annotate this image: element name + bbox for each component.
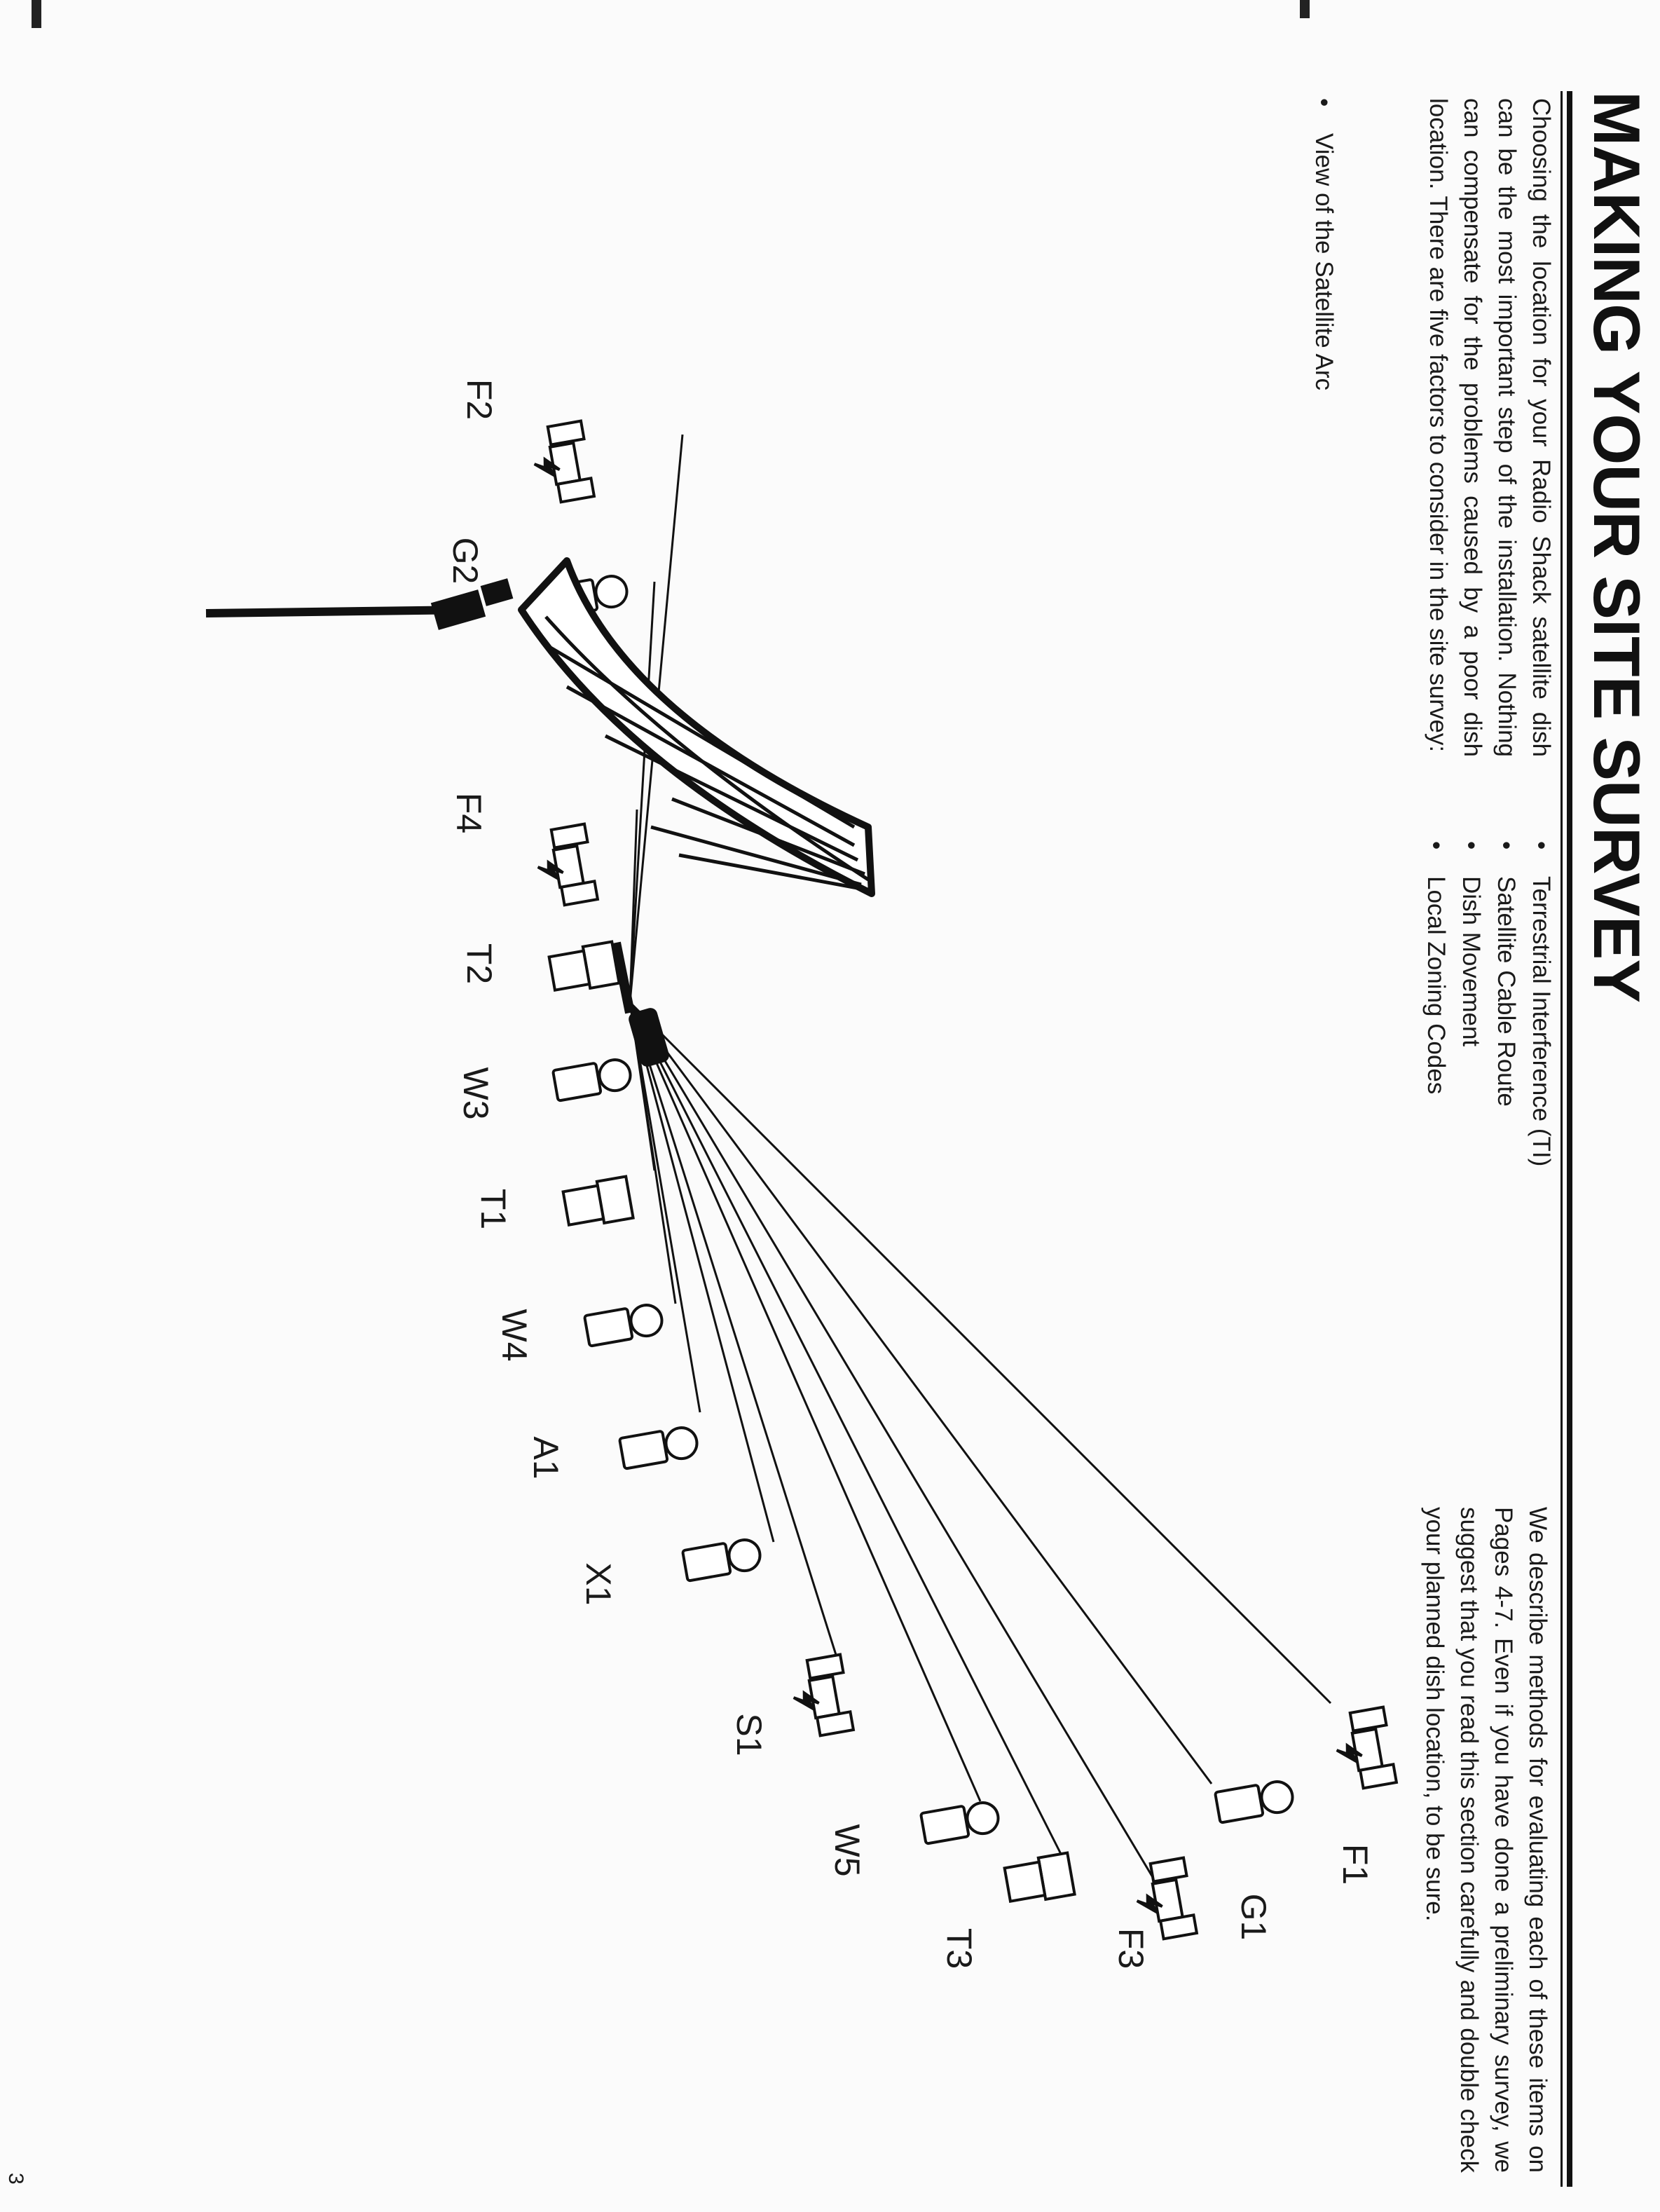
satellite-label: T1 [474, 1188, 513, 1230]
satellite-label: F4 [449, 792, 488, 834]
satellite-label: F1 [1336, 1843, 1375, 1885]
dish-antenna-icon [206, 561, 872, 1068]
satellite-icons [528, 421, 1397, 1943]
satellite-box-icon [549, 942, 619, 995]
closing-paragraph: We describe methods for evaluating each of these items on Pages 4-7. Even if you have done a preliminary survey, we suggest that you read this section carefully and double check your planned dish location, to be sure. [1421, 1507, 1551, 2173]
intro-paragraph: Choosing the location for your Radio Shack satellite dish can be the most important step of the installation. Nothing can compensate for the problems caused by a poor dish location. There are five factors to consider in the site survey: [1425, 98, 1555, 757]
satellite-round-icon [921, 1801, 1001, 1844]
factor-item: • Terrestrial Interference (TI) [1523, 841, 1558, 1166]
factor-item: • Dish Movement [1453, 841, 1488, 1166]
satellite-label: W5 [828, 1824, 867, 1877]
satellite-winged-icon [788, 1655, 853, 1740]
satellite-label: T3 [940, 1927, 979, 1969]
page-title: MAKING YOUR SITE SURVEY [1580, 91, 1654, 1003]
sight-line [630, 1002, 1331, 1703]
satellite-round-icon [584, 1303, 664, 1346]
satellite-label: W3 [456, 1067, 495, 1120]
factor-item: • View of the Satellite Arc [1306, 98, 1341, 390]
satellite-label: W4 [495, 1309, 534, 1362]
page-number: 3 [4, 2173, 27, 2185]
sight-line [630, 1002, 700, 1412]
satellite-label: A1 [526, 1436, 565, 1480]
satellite-winged-icon [528, 421, 594, 506]
satellite-label: X1 [579, 1562, 618, 1606]
satellite-label: G2 [446, 537, 485, 585]
satellite-label: G1 [1234, 1893, 1273, 1941]
satellite-box-icon [1004, 1853, 1075, 1906]
satellite-round-icon [619, 1426, 699, 1469]
binding-mark [32, 0, 41, 28]
sight-lines [630, 435, 1331, 1882]
satellite-round-icon [1215, 1780, 1295, 1823]
sight-line [630, 1002, 1155, 1882]
satellite-round-icon [553, 1058, 633, 1101]
sight-line [630, 582, 654, 1002]
satellite-winged-icon [1331, 1707, 1397, 1792]
factor-item: • Satellite Cable Route [1488, 841, 1523, 1166]
satellite-label: F2 [460, 378, 499, 421]
satellite-round-icon [682, 1538, 762, 1581]
satellite-winged-icon [532, 824, 598, 909]
binding-mark [1300, 0, 1310, 18]
satellite-label: S1 [729, 1713, 769, 1756]
satellite-label: T2 [460, 943, 499, 985]
satellite-box-icon [563, 1177, 633, 1229]
satellite-label: F3 [1111, 1927, 1151, 1969]
factor-item: • Local Zoning Codes [1418, 841, 1453, 1166]
